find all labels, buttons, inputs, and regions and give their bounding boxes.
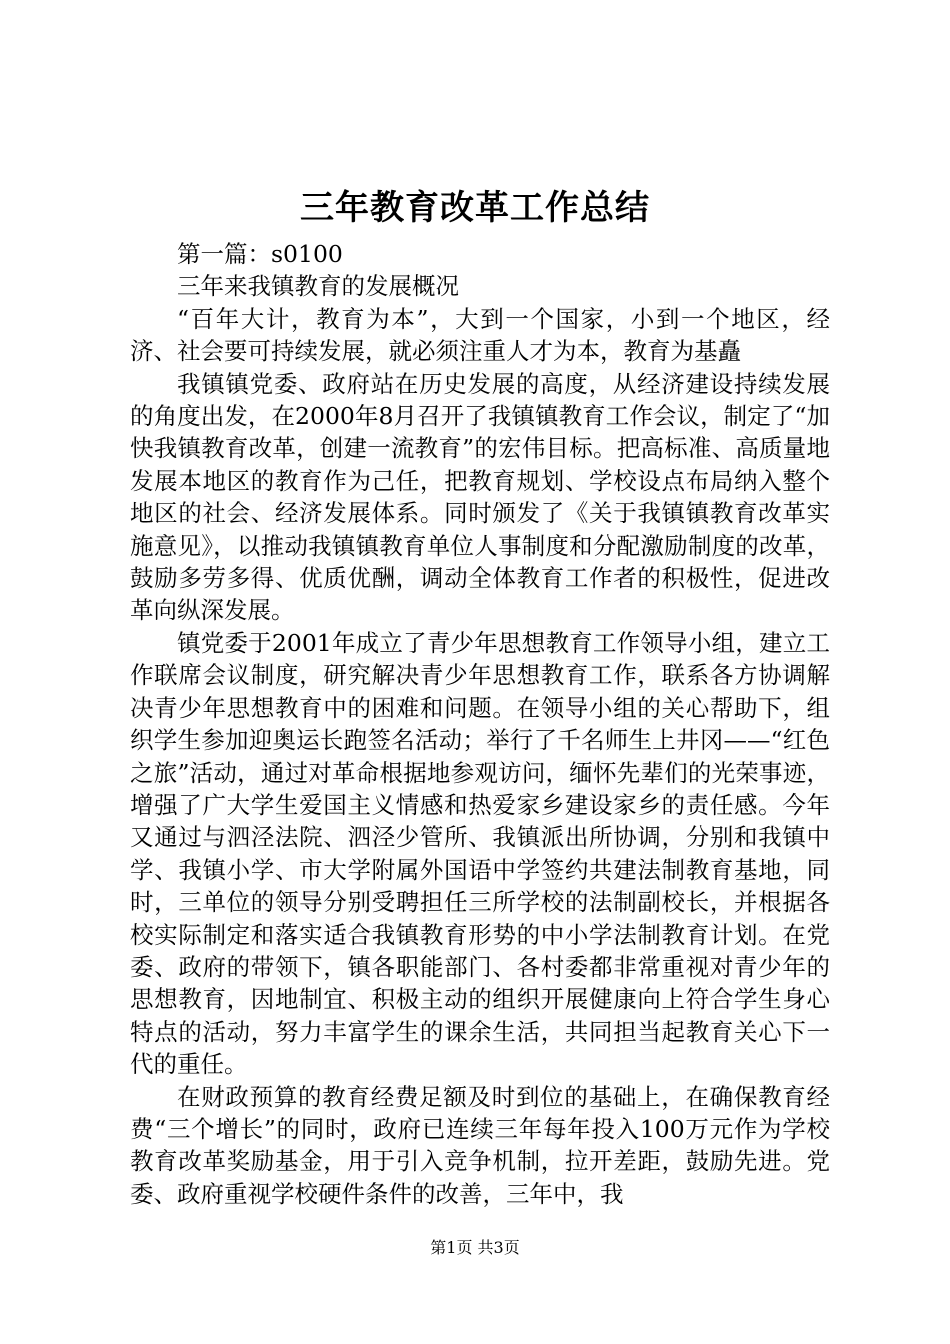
- paragraph-funding: 在财政预算的教育经费足额及时到位的基础上，在确保教育经费“三个增长”的同时，政府已连续三年每年投入100万元作为学校教育改革奖励基金，用于引入竞争机制，拉开差距，鼓励先进。党委、政府重视学校硬件条件的改善，三年中，我: [130, 1082, 830, 1208]
- document-body: [130, 238, 830, 1210]
- page-number-footer: 第1页 共3页: [430, 1238, 520, 1257]
- paragraph-section-heading: 第一篇：s0100: [177, 240, 343, 268]
- paragraph-party-committee: 我镇镇党委、政府站在历史发展的高度，从经济建设持续发展的角度出发，在2000年8月召开了我镇镇教育工作会议，制定了“加快我镇教育改革，创建一流教育”的宏伟目标。把高标准、高质量地发展本地区的教育作为己任，把教育规划、学校设点布局纳入整个地区的社会、经济发展体系。同时颁发了《关于我镇镇教育改革实施意见》，以推动我镇镇教育单位人事制度和分配激励制度的改革，鼓励多劳多得、优质优酬，调动全体教育工作者的积极性，促进改革向纵深发展。: [130, 369, 830, 625]
- paragraph-intro: “百年大计，教育为本”，大到一个国家，小到一个地区，经济、社会要可持续发展，就必须注重人才为本，教育为基矗: [130, 304, 830, 366]
- paragraph-subheading: 三年来我镇教育的发展概况: [177, 272, 459, 301]
- document-title: 三年教育改革工作总结: [300, 188, 650, 228]
- paragraph-youth-education: 镇党委于2001年成立了青少年思想教育工作领导小组，建立工作联席会议制度，研究解决青少年思想教育工作，联系各方协调解决青少年思想教育中的困难和问题。在领导小组的关心帮助下，组织学生参加迎奥运长跑签名活动；举行了千名师生上井冈——“红色之旅”活动，通过对革命根据地参观访问，缅怀先辈们的光荣事迹，增强了广大学生爱国主义情感和热爱家乡建设家乡的责任感。今年又通过与泗泾法院、泗泾少管所、我镇派出所协调，分别和我镇中学、我镇小学、市大学附属外国语中学签约共建法制教育基地，同时，三单位的领导分别受聘担任三所学校的法制副校长，并根据各校实际制定和落实适合我镇教育形势的中小学法制教育计划。在党委、政府的带领下，镇各职能部门、各村委都非常重视对青少年的思想教育，因地制宜、积极主动的组织开展健康向上符合学生身心特点的活动，努力丰富学生的课余生活，共同担当起教育关心下一代的重任。: [130, 628, 830, 1079]
